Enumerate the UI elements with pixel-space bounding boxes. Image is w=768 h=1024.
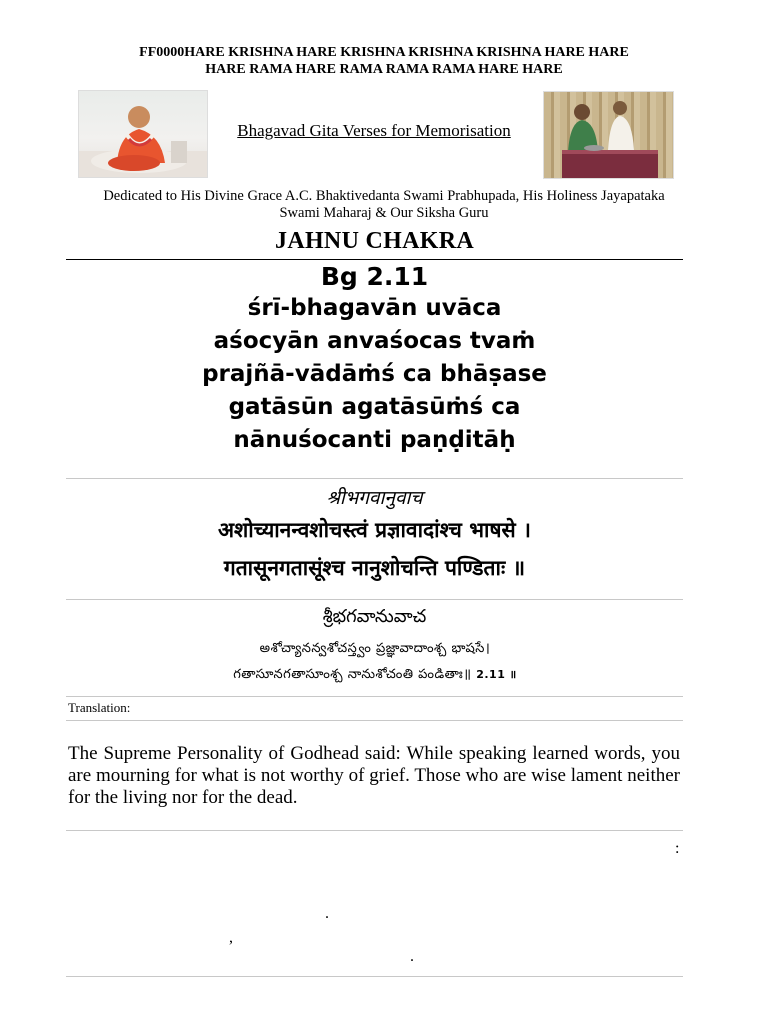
devotees-cooking-illustration [544,92,673,178]
chant-header [90,44,678,78]
telugu-line-text: గతాసూనగతాసూంశ్చ నానుశోచంతి పండితాః॥ [233,667,472,682]
telugu-heading: శ్రీభగవానువాచ [322,606,427,627]
section-divider [66,976,683,977]
stray-period: . [325,905,329,922]
translation-text: The Supreme Personality of Godhead said: While speaking learned words, you are mourning for what is not worthy of grief. Those who are wise lament neither for the living nor for the dead. [68,743,680,808]
devanagari-line: गतासूनगतासूंश्च नानुशोचन्ति पण्डिताः ॥ [223,556,526,580]
dedication-line-2: Swami Maharaj & Our Siksha Guru [279,205,489,221]
chant-header-line-1: FF0000HARE KRISHNA HARE KRISHNA KRISHNA KRISHNA HARE HARE [139,45,629,60]
telugu-line-2 [150,667,600,685]
telugu-line: అశోచ్యానన్వశోచస్త్వం ప్రజ్ఞావాదాంశ్చ భాషసే। [259,641,491,656]
section-divider [66,696,683,697]
verse-reference: Bg 2.11 [320,262,429,291]
dedication-line-1: Dedicated to His Divine Grace A.C. Bhaktivedanta Swami Prabhupada, His Holiness Jayapataka [103,188,665,204]
verse-line: prajñā-vādāṁś ca bhāṣase [202,361,547,387]
section-divider [66,478,683,479]
verse-transliteration-block [66,262,683,457]
page-title: JAHNU CHAKRA [275,228,474,254]
translation-label: Translation: [68,700,131,715]
section-divider [66,599,683,600]
stray-colon: : [675,840,680,857]
guru-photo [78,90,208,178]
title-divider [66,259,683,260]
kitchen-photo [543,91,674,179]
devanagari-line: अशोच्यानन्वशोचस्त्वं प्रज्ञावादांश्च भाषसे । [217,518,531,542]
seated-guru-illustration [79,91,207,177]
stray-comma: , [229,929,233,946]
section-divider [66,830,683,831]
verse-line: gatāsūn agatāsūṁś ca [228,394,521,420]
verse-line: śrī-bhagavān uvāca [247,295,502,321]
section-divider [66,720,683,721]
subtitle-link[interactable]: Bhagavad Gita Verses for Memorisation [237,121,511,140]
devanagari-heading: श्रीभगवानुवाच [326,487,423,509]
chant-header-line-2: HARE RAMA HARE RAMA RAMA RAMA HARE HARE [205,62,563,77]
verse-line: nānuśocanti paṇḍitāḥ [233,427,516,453]
dedication [70,188,698,222]
stray-period: . [410,948,414,965]
verse-line: aśocyān anvaśocas tvaṁ [213,328,536,354]
verse-number: 2.11 ॥ [476,668,517,681]
